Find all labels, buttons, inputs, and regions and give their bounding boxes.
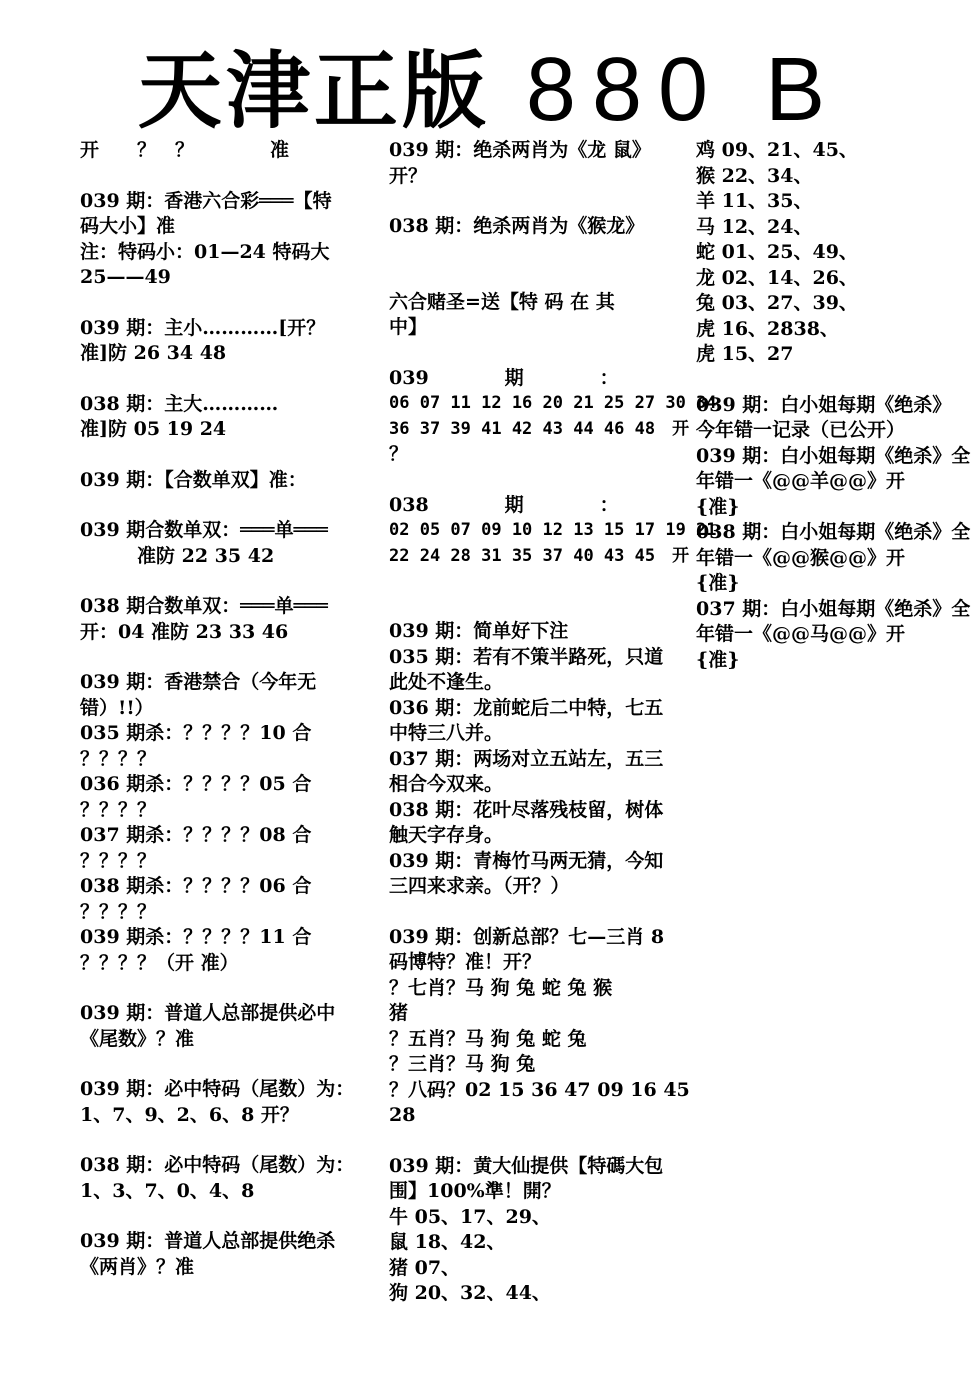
spacer [80, 443, 348, 468]
text-line: 相合今双来。 [389, 773, 504, 795]
text-line: ？七肖？马 狗 兔 蛇 兔 猴 [389, 976, 613, 999]
text-line: 038 期：花叶尽落残枝留，树体 [389, 798, 664, 821]
text-line: {准} [696, 648, 740, 671]
text-line: 龙 02、14、26、 [696, 266, 858, 289]
text-line: 错）!!） [80, 696, 154, 719]
text-line: 037 期杀：？？？？08 合 [80, 824, 312, 846]
text-line: 039 期：主小…………[开？ [80, 316, 326, 339]
spacer [389, 240, 657, 265]
spacer [389, 569, 657, 594]
spacer [80, 569, 348, 594]
text-line: 今年错一记录（已公开） [696, 419, 906, 441]
column-middle [389, 138, 717, 1307]
text-line: 准]防 05 19 24 [80, 418, 227, 440]
text-line: 虎 16、2838、 [696, 317, 839, 340]
text-line: 02 05 07 09 10 12 13 15 17 19 21 [389, 520, 717, 540]
spacer [696, 368, 966, 393]
text-line: 猪 07、 [389, 1256, 461, 1279]
spacer [80, 976, 348, 1001]
text-line: 039 期：黄大仙提供【特碼大包 [389, 1154, 664, 1177]
text-line: ？？？？（开 准） [80, 951, 239, 974]
spacer [389, 1129, 657, 1154]
text-line: 039 期：普道人总部提供必中 [80, 1002, 336, 1024]
text-line: ？？？？ [80, 900, 157, 923]
text-line: 围】100%準！開？ [389, 1180, 561, 1202]
title-chinese: 天津正版 [137, 41, 490, 140]
text-line: 猪 [389, 1002, 409, 1024]
text-line: 1、7、9、2、6、8 开？ [80, 1103, 299, 1126]
text-line: 039 期：绝杀两肖为《龙 鼠》 [389, 139, 651, 161]
text-line: {准} [696, 572, 740, 594]
text-line: 牛 05、17、29、 [389, 1205, 551, 1228]
text-line: 猴 22、34、 [696, 164, 813, 187]
spacer [80, 164, 348, 189]
text-line: 兔 03、27、39、 [696, 292, 858, 314]
spacer [80, 367, 348, 392]
text-line: 开：04 准防 23 33 46 [80, 620, 289, 643]
text-line: 038 期 ： [389, 493, 619, 516]
text-line: 年错一《@@猴@@》开 [696, 546, 906, 569]
text-line: 038 期：主大………… [80, 392, 279, 415]
text-line: 28 [389, 1104, 416, 1126]
text-line: 22 24 28 31 35 37 40 43 45 开 [389, 545, 690, 566]
text-line: 039 期 ： [389, 366, 619, 389]
text-line: 鼠 18、42、 [389, 1231, 506, 1253]
text-line: 037 期：两场对立五站左，五三 [389, 747, 664, 770]
text-line: 038 期：必中特码（尾数）为： [80, 1154, 355, 1176]
text-line: 码博特？准！开？ [389, 951, 542, 973]
text-line: 039 期：香港禁合（今年无 [80, 671, 317, 693]
text-line: 注：特码小：01—24 特码大 [80, 240, 330, 263]
text-line: 039 期合数单双：═══单═══ [80, 519, 328, 541]
text-line: ？ [389, 443, 409, 465]
text-line: 羊 11、35、 [696, 190, 813, 212]
text-line: 此处不逢生。 [389, 671, 504, 693]
text-line: 中特三八并。 [389, 722, 504, 744]
text-line: 038 期合数单双：═══单═══ [80, 595, 328, 617]
text-line: ？？？？ [80, 849, 157, 872]
text-line: 039 期：白小姐每期《绝杀》全 [696, 444, 971, 467]
text-line: 039 期：必中特码（尾数）为： [80, 1078, 355, 1100]
text-line: 039 期：白小姐每期《绝杀》 [696, 393, 952, 416]
text-line: 039 期：普道人总部提供绝杀 [80, 1230, 336, 1252]
text-line: 039 期：【合数单双】准： [80, 468, 307, 491]
text-line: 1、3、7、0、4、8 [80, 1179, 255, 1202]
spacer [80, 645, 348, 670]
spacer [389, 341, 657, 366]
text-line: 038 期：白小姐每期《绝杀》全 [696, 521, 971, 543]
column-left [80, 138, 355, 1280]
spacer [80, 1204, 348, 1229]
text-line: 年错一《@@马@@》开 [696, 623, 906, 645]
text-line: 035 期杀：？？？？10 合 [80, 722, 312, 744]
text-line: 码大小】准 [80, 215, 176, 237]
text-line: 鸡 09、21、45、 [696, 139, 858, 161]
text-line: 蛇 01、25、49、 [696, 241, 858, 263]
text-line: 狗 20、32、44、 [389, 1282, 551, 1304]
title-code: 880 B [525, 40, 842, 140]
text-line: ？五肖？马 狗 兔 蛇 兔 [389, 1027, 587, 1050]
text-line: 虎 15、27 [696, 343, 794, 365]
text-line: 039 期：创新总部？七—三肖 8 [389, 925, 665, 948]
text-line: 038 期：绝杀两肖为《猴龙》 [389, 215, 645, 237]
spacer [389, 265, 657, 290]
text-line: 《两肖》？准 [80, 1255, 195, 1278]
page-title [0, 40, 979, 140]
text-line: {准} [696, 495, 740, 518]
text-line: 六合赌圣=送【特 码 在 其 [389, 290, 615, 313]
spacer [80, 291, 348, 316]
text-line: 25——49 [80, 266, 171, 288]
text-line: 开？ [389, 164, 428, 187]
text-line: ？？？？ [80, 798, 157, 821]
text-line: 年错一《@@羊@@》开 [696, 470, 906, 492]
text-line: ？？？？ [80, 747, 157, 770]
spacer [389, 189, 657, 214]
text-line: 准防 22 35 42 [80, 544, 275, 567]
text-line: 035 期：若有不策半路死，只道 [389, 645, 664, 668]
spacer [389, 900, 657, 925]
text-line: 039 期：简单好下注 [389, 620, 569, 642]
text-line: 中】 [389, 316, 428, 338]
text-line: ？三肖？马 狗 兔 [389, 1053, 536, 1075]
text-line: 037 期：白小姐每期《绝杀》全 [696, 597, 971, 620]
text-line: 038 期杀：？？？？06 合 [80, 875, 312, 897]
text-line: 036 期杀：？？？？05 合 [80, 773, 312, 795]
text-line: 039 期：香港六合彩═══【特 [80, 189, 332, 212]
text-line: 《尾数》？准 [80, 1027, 195, 1050]
spacer [80, 493, 348, 518]
text-line: ？八码？02 15 36 47 09 16 45 [389, 1078, 690, 1101]
text-line: 触天字存身。 [389, 824, 504, 846]
text-line: 039 期：青梅竹马两无猜，今知 [389, 849, 664, 872]
text-line: 三四来求亲。（开？） [389, 875, 570, 897]
spacer [389, 468, 657, 493]
text-line: 039 期杀：？？？？11 合 [80, 926, 312, 948]
spacer [389, 594, 657, 619]
column-right [696, 138, 971, 673]
spacer [80, 1128, 348, 1153]
spacer [80, 1052, 348, 1077]
text-line: 036 期：龙前蛇后二中特，七五 [389, 696, 664, 719]
text-line: 准]防 26 34 48 [80, 342, 227, 364]
text-line: 36 37 39 41 42 43 44 46 48 开 [389, 418, 690, 439]
text-line: 马 12、24、 [696, 215, 813, 238]
text-line: 开 ？ ？ 准 [80, 139, 290, 161]
text-line: 06 07 11 12 16 20 21 25 27 30 34 [389, 393, 717, 413]
